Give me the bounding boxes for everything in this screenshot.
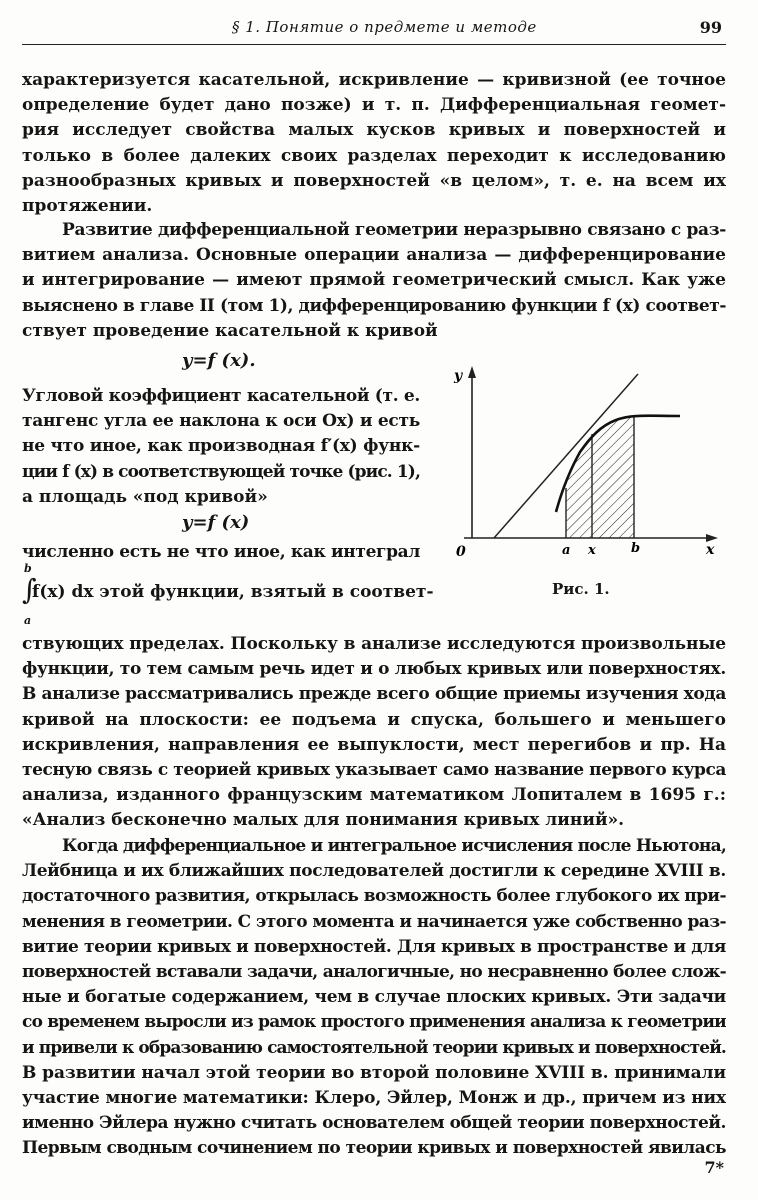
formula-y-equals-f-x: y=f (x).: [182, 350, 256, 371]
text-line: Когда дифференциальное и интегральное исчисления после Ньютона,: [62, 836, 726, 856]
running-head: § 1. Понятие о предмете и методе: [232, 18, 537, 36]
text-line: витие теории кривых и поверхностей. Для кривых в пространстве и для: [22, 936, 726, 957]
x-axis-label: x: [706, 542, 715, 558]
paragraph-3: [22, 384, 420, 510]
x-axis-arrow: [706, 534, 718, 542]
text-line: определение будет дано позже) и т. п. Дифференциальная геомет-: [22, 95, 726, 116]
y-axis-label: y: [454, 368, 463, 384]
text-line: «Анализ бесконечно малых для понимания кривых линий».: [22, 810, 625, 831]
a-label: a: [562, 543, 571, 558]
paragraph-6: [22, 834, 726, 1161]
text-line: а площадь «под кривой»: [22, 486, 268, 507]
text-line: В развитии начал этой теории во второй половине XVIII в. принимали: [22, 1062, 726, 1083]
text-line: характеризуется касательной, искривление — кривизной (ее точное: [22, 70, 726, 90]
text-line: тангенс угла ее наклона к оси Ox) и есть: [22, 411, 420, 432]
integral-lower-limit: a: [24, 614, 32, 627]
origin-label: 0: [456, 544, 466, 560]
formula-y-equals-f-x-2: y=f (x): [182, 512, 250, 533]
text-line: и привели к образованию самостоятельной теории кривых и поверхностей.: [22, 1037, 726, 1058]
text-line: Первым сводным сочинением по теории кривых и поверхностей явилась: [22, 1138, 726, 1159]
text-line: менения в геометрии. С этого момента и начинается уже собственно раз-: [22, 911, 726, 932]
x-point-label: x: [588, 543, 596, 558]
integral-upper-limit: b: [24, 562, 32, 575]
text-line: ствует проведение касательной к кривой: [22, 320, 438, 341]
text-line: витием анализа. Основные операции анализа — дифференцирование: [22, 245, 726, 266]
text-line: участие многие математики: Клеро, Эйлер, Монж и др., причем из них: [22, 1087, 726, 1108]
text-line: тесную связь с теорией кривых указывает само название первого курса: [22, 759, 726, 780]
text-line: ные и богатые содержанием, чем в случае плоских кривых. Эти задачи: [22, 987, 726, 1008]
text-line: ции f (x) в соответствующей точке (рис. 1),: [22, 461, 420, 482]
paragraph-2: [22, 218, 726, 344]
text-line: Лейбница и их ближайших последователей достигли к середине XVIII в.: [22, 861, 726, 882]
paragraph-1: [22, 68, 726, 219]
text-line: именно Эйлера нужно считать основателем общей теории поверхностей.: [22, 1113, 726, 1134]
figure-caption: Рис. 1.: [552, 580, 610, 598]
text-line: анализа, изданного французским математиком Лопиталем в 1695 г.:: [22, 785, 726, 806]
text-line: искривления, направления ее выпуклости, мест перегибов и пр. На: [22, 734, 726, 755]
paragraph-5: [22, 632, 726, 834]
text-line: численно есть не что иное, как интеграл: [22, 542, 420, 562]
text-line: В анализе рассматривались прежде всего общие приемы изучения хода: [22, 684, 726, 705]
text-line: не что иное, как производная f′(x) функ-: [22, 436, 420, 457]
integral-text: f(x) dx этой функции, взятый в соответ-: [32, 582, 434, 602]
text-line: разнообразных кривых и поверхностей «в целом», т. е. на всем их: [22, 170, 726, 191]
text-line: кривой на плоскости: ее подъема и спуска, большего и меньшего: [22, 709, 726, 730]
text-line: и интегрирование — имеют прямой геометрический смысл. Как уже: [22, 270, 726, 291]
integral-sign: ∫: [22, 573, 37, 606]
text-line: ствующих пределах. Поскольку в анализе исследуются произвольные: [22, 634, 726, 654]
text-line: поверхностей вставали задачи, аналогичные, но несравненно более слож-: [22, 961, 726, 982]
text-line: протяжении.: [22, 195, 153, 216]
text-line: достаточного развития, открылась возможность более глубокого их при-: [22, 886, 726, 907]
text-line: Угловой коэффициент касательной (т. е.: [22, 386, 420, 406]
text-line: рия исследует свойства малых кусков кривых и поверхностей и: [22, 120, 726, 141]
figure-graph: [450, 360, 726, 590]
text-line: Развитие дифференциальной геометрии неразрывно связано с раз-: [62, 220, 726, 240]
text-line: только в более далеких своих разделах переходит к исследованию: [22, 145, 726, 166]
page-header: [22, 14, 726, 45]
y-axis-arrow: [468, 366, 476, 378]
b-label: b: [631, 541, 641, 556]
text-line: функции, то тем самым речь идет и о любых кривых или поверхностях.: [22, 659, 726, 680]
integral-expression: [22, 562, 434, 632]
text-line: выяснено в главе II (том 1), дифференцированию функции f (x) соответ-: [22, 295, 726, 316]
signature-mark: 7*: [704, 1158, 724, 1177]
page-number: 99: [699, 18, 722, 37]
text-line: со временем выросли из рамок простого применения анализа к геометрии: [22, 1012, 726, 1033]
